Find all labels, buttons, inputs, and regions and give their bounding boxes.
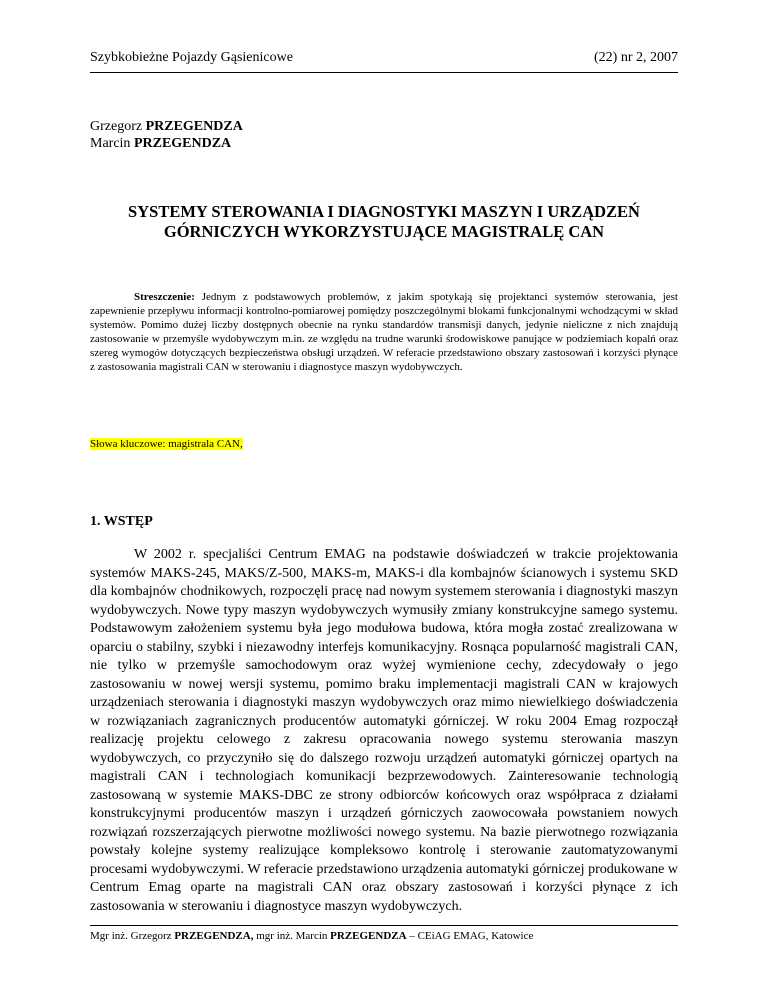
author-first-name: Marcin: [90, 136, 131, 151]
keywords-highlight: Słowa kluczowe: magistrala CAN,: [90, 438, 243, 450]
section-heading: 1. WSTĘP: [90, 514, 153, 529]
section-body: W 2002 r. specjaliści Centrum EMAG na podstawie doświadczeń w trakcie projektowania systemów MAKS-245, MAKS/Z-500, MAKS-m, MAKS-i dla kombajnów ścianowych i systemu SKD dla kombajnów chodnikowych, rozpoczęli pracę nad nowym systemem sterowania i diagnostyki maszyn wydobywczych. Nowe typy maszyn wydobywczych wymusiły zmiany konstrukcyjne samego systemu. Podstawowym założeniem systemu była jego modułowa budowa, która mogła zostać zrealizowana w oparciu o stabilny, szybki i niezawodny interfejs komunikacyjny. Rosnąca popularność magistrali CAN, nie tylko w przemyśle samochodowym oraz wyżej wymienione cechy, zdecydowały o jego zastosowaniu w nowej wersji systemu, pomimo braku implementacji magistrali CAN w krajowych urządzeniach sterowania i diagnostyki maszyn wydobywczych oraz mimo niewielkiego doświadczenia w rozwiązaniach zagranicznych producentów automatyki górniczej. W roku 2004 Emag rozpoczął realizację projektu celowego z zakresu opracowania nowego systemu sterowania maszyn wydobywczych, co przyczyniło się do dalszego rozwoju urządzeń automatyki górniczej opartych na magistrali CAN i technologiach komunikacji bezprzewodowych. Zainteresowanie technologią zastosowaną w systemie MAKS-DBC ze strony odbiorców końcowych oraz współpraca z działami konstrukcyjnymi producentów maszyn i urządzeń górniczych zaowocowała powstaniem nowych rozwiązań rozszerzających pierwotne możliwości nowego systemu. Na bazie pierwotnego rozwiązania powstały kolejne systemy realizujące kompleksowo kontrolę i sterowanie zautomatyzowanymi procesami wydobywczymi. W referacie przedstawiono urządzenia automatyki górniczej produkowane w Centrum Emag oparte na magistrali CAN oraz obszary zastosowań i korzyści płynące z ich zastosowania w sterowaniu i diagnostyce maszyn wydobywczych.: [90, 547, 678, 914]
journal-name: Szybkobieżne Pojazdy Gąsienicowe: [90, 50, 293, 65]
running-header: [90, 50, 678, 73]
footnote: [90, 925, 678, 942]
abstract: [90, 291, 678, 374]
author-first-name: Grzegorz: [90, 119, 143, 134]
keywords: [90, 438, 243, 450]
author-list: [90, 118, 243, 152]
abstract-label: Streszczenie:: [134, 291, 195, 303]
footnote-name-1: PRZEGENDZA,: [174, 930, 254, 942]
footnote-prefix-2: mgr inż. Marcin: [253, 930, 331, 942]
issue-number: (22) nr 2, 2007: [594, 50, 678, 65]
paper-title: [90, 202, 678, 242]
title-line-1: SYSTEMY STEROWANIA I DIAGNOSTYKI MASZYN I URZĄDZEŃ: [128, 202, 640, 221]
footnote-name-2: PRZEGENDZA: [330, 930, 407, 942]
abstract-text: Jednym z podstawowych problemów, z jakim spotykają się projektanci systemów sterowania, jest zapewnienie przepływu informacji kontrolno-pomiarowej pomiędzy poszczególnymi blokami funkcjonalnymi wchodzącymi w skład systemów. Pomimo dużej liczby dostępnych obecnie na rynku standardów transmisji danych, jedynie nieliczne z nich znajdują zastosowanie w przemyśle wydobywczym m.in. ze względu na trudne warunki środowiskowe panujące w podziemiach kopalń oraz szereg wymogów dotyczących bezpieczeństwa obsługi urządzeń. W referacie przedstawiono obszary zastosowań i korzyści płynące z zastosowania magistrali CAN w sterowaniu i diagnostyce maszyn wydobywczych.: [90, 291, 678, 373]
author-1: [90, 118, 243, 135]
footnote-prefix-1: Mgr inż. Grzegorz: [90, 930, 175, 942]
title-line-2: GÓRNICZYCH WYKORZYSTUJĄCE MAGISTRALĘ CAN: [163, 222, 605, 241]
author-last-name: PRZEGENDZA: [133, 136, 232, 151]
footnote-affiliation: – CEiAG EMAG, Katowice: [406, 930, 534, 942]
author-last-name: PRZEGENDZA: [145, 119, 243, 134]
author-2: [90, 135, 243, 152]
